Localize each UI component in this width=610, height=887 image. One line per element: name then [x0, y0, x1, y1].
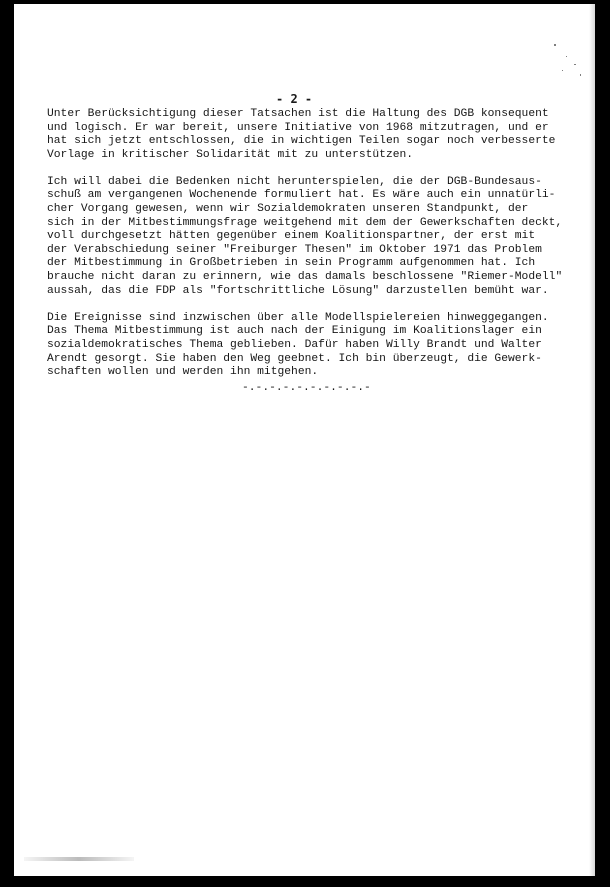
text-line: sich in der Mitbestimmungsfrage weitgehend mit dem der Gewerkschaften deckt, — [47, 216, 563, 229]
text-line: sozialdemokratisches Thema geblieben. Dafür haben Willy Brandt und Walter — [47, 338, 542, 351]
scan-speck — [574, 64, 576, 65]
page-number: - 2 - — [276, 92, 313, 106]
text-line: Arendt gesorgt. Sie haben den Weg geebnet. Ich bin überzeugt, die Gewerk- — [47, 352, 542, 365]
closing-separator: -.-.-.-.-.-.-.-.-.- — [242, 382, 371, 394]
scan-speck — [566, 56, 567, 57]
text-line: Das Thema Mitbestimmung ist auch nach der Einigung im Koalitionslager ein — [47, 325, 542, 338]
paragraph-1 — [47, 108, 595, 162]
text-line: der Verabschiedung seiner "Freiburger Thesen" im Oktober 1971 das Problem — [47, 243, 542, 256]
text-line: brauche nicht daran zu erinnern, wie das damals beschlossene "Riemer-Modell" — [47, 271, 563, 284]
text-line: der Mitbestimmung in Großbetrieben in sein Programm aufgenommen hat. Ich — [47, 257, 536, 270]
text-line: Ich will dabei die Bedenken nicht herunterspielen, die der DGB-Bundesaus- — [47, 175, 542, 188]
document-body — [47, 108, 595, 393]
text-line: hat sich jetzt entschlossen, die in wichtigen Teilen sogar noch verbesserte — [47, 135, 556, 148]
text-line: Unter Berücksichtigung dieser Tatsachen ist die Haltung des DGB konsequent — [47, 108, 549, 120]
text-line: schaften wollen und werden ihn mitgehen. — [47, 366, 319, 379]
scan-speck — [562, 70, 563, 71]
document-sheet — [14, 4, 595, 876]
paragraph-3 — [47, 312, 595, 380]
text-line: Die Ereignisse sind inzwischen über alle Modellspielereien hinweggegangen. — [47, 311, 549, 324]
scan-speck — [580, 74, 581, 76]
text-line: aussah, das die FDP als "fortschrittliche Lösung" darzustellen bemüht war. — [47, 284, 549, 297]
scan-smudge — [24, 857, 134, 861]
text-line: voll durchgesetzt hätten gegenüber einem Koalitionspartner, der erst mit — [47, 230, 536, 243]
text-line: cher Vorgang gewesen, wenn wir Sozialdemokraten unseren Standpunkt, der — [47, 203, 529, 216]
paragraph-2 — [47, 176, 595, 298]
text-line: und logisch. Er war bereit, unsere Initiative von 1968 mitzutragen, und er — [47, 121, 549, 134]
text-line: schuß am vergangenen Wochenende formuliert hat. Es wäre auch ein unnatürli- — [47, 189, 556, 202]
text-line: Vorlage in kritischer Solidarität mit zu unterstützen. — [47, 148, 414, 161]
scan-speck — [554, 44, 556, 46]
